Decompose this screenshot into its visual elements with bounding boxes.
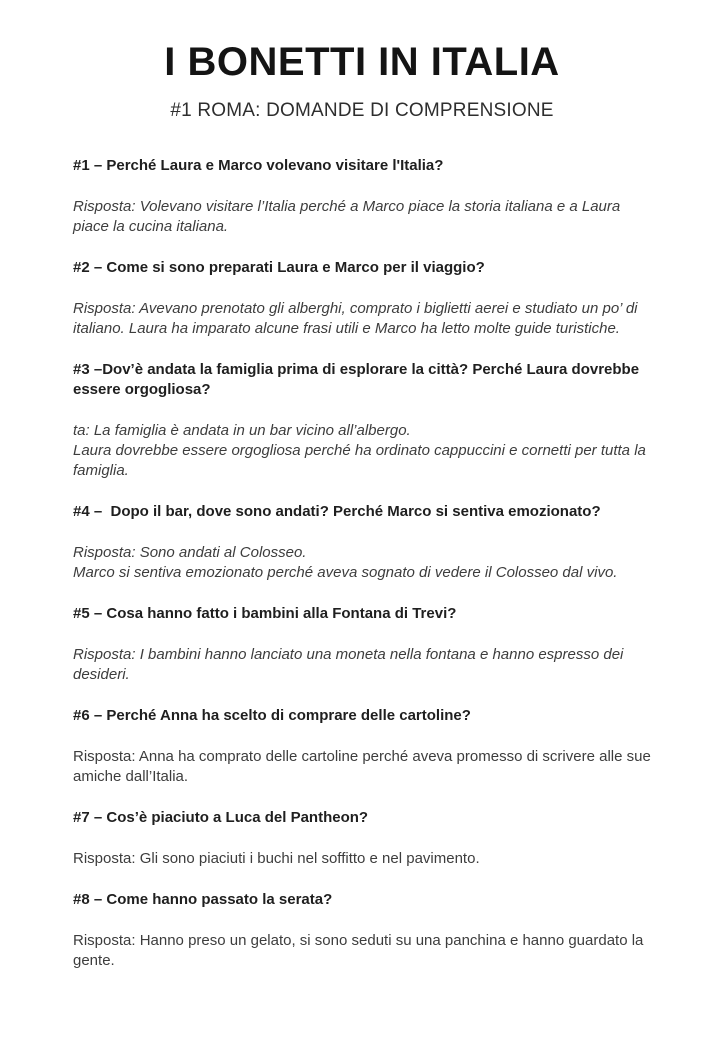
page-title: I BONETTI IN ITALIA — [164, 40, 560, 84]
qa-section-1 — [73, 156, 653, 237]
question-1: #1 – Perché Laura e Marco volevano visitare l'Italia? — [73, 157, 444, 174]
question-7: #7 – Cos’è piaciuto a Luca del Pantheon? — [73, 809, 369, 826]
answer-6-line-1: Risposta: Anna ha comprato delle cartoline perché aveva promesso di scrivere alle sue amiche dall’Italia. — [73, 748, 651, 785]
worksheet-page — [0, 38, 724, 1062]
question-6: #6 – Perché Anna ha scelto di comprare delle cartoline? — [73, 707, 471, 724]
question-5: #5 – Cosa hanno fatto i bambini alla Fontana di Trevi? — [73, 605, 457, 622]
answer-7-line-1: Risposta: Gli sono piaciuti i buchi nel soffitto e nel pavimento. — [73, 850, 480, 867]
answer-5-line-1: Risposta: I bambini hanno lanciato una moneta nella fontana e hanno espresso dei desideri. — [73, 646, 624, 683]
qa-section-8 — [73, 890, 653, 971]
answer-4-line-1: Risposta: Sono andati al Colosseo. — [73, 544, 307, 561]
answer-7 — [73, 849, 653, 869]
qa-section-2 — [73, 258, 653, 339]
qa-section-4 — [73, 502, 653, 583]
answer-6 — [73, 747, 653, 787]
answer-4-line-2: Marco si sentiva emozionato perché aveva sognato di vedere il Colosseo dal vivo. — [73, 564, 618, 581]
answer-5 — [73, 645, 653, 685]
qa-section-3 — [73, 360, 653, 481]
answer-1-line-1: Risposta: Volevano visitare l’Italia perché a Marco piace la storia italiana e a Laura piace la cucina italiana. — [73, 198, 621, 235]
answer-1 — [73, 197, 653, 237]
answer-3 — [73, 421, 653, 481]
qa-content — [73, 156, 653, 971]
qa-section-7 — [73, 808, 653, 869]
answer-3-line-2: Laura dovrebbe essere orgogliosa perché ha ordinato cappuccini e cornetti per tutta la famiglia. — [73, 442, 646, 479]
answer-3-line-1: ta: La famiglia è andata in un bar vicino all’albergo. — [73, 422, 411, 439]
qa-section-6 — [73, 706, 653, 787]
answer-2-line-1: Risposta: Avevano prenotato gli alberghi, comprato i biglietti aerei e studiato un po’ di italiano. Laura ha imparato alcune frasi utili e Marco ha letto molte guide turistiche. — [73, 300, 638, 337]
question-2: #2 – Come si sono preparati Laura e Marco per il viaggio? — [73, 259, 485, 276]
qa-section-5 — [73, 604, 653, 685]
question-3: #3 –Dov’è andata la famiglia prima di esplorare la città? Perché Laura dovrebbe essere orgogliosa? — [73, 361, 644, 398]
page-subtitle: #1 ROMA: DOMANDE DI COMPRENSIONE — [170, 100, 554, 121]
answer-8-line-1: Risposta: Hanno preso un gelato, si sono seduti su una panchina e hanno guardato la gente. — [73, 932, 644, 969]
answer-4 — [73, 543, 653, 583]
answer-2 — [73, 299, 653, 339]
question-8: #8 – Come hanno passato la serata? — [73, 891, 333, 908]
answer-8 — [73, 931, 653, 971]
question-4: #4 – Dopo il bar, dove sono andati? Perché Marco si sentiva emozionato? — [73, 503, 601, 520]
